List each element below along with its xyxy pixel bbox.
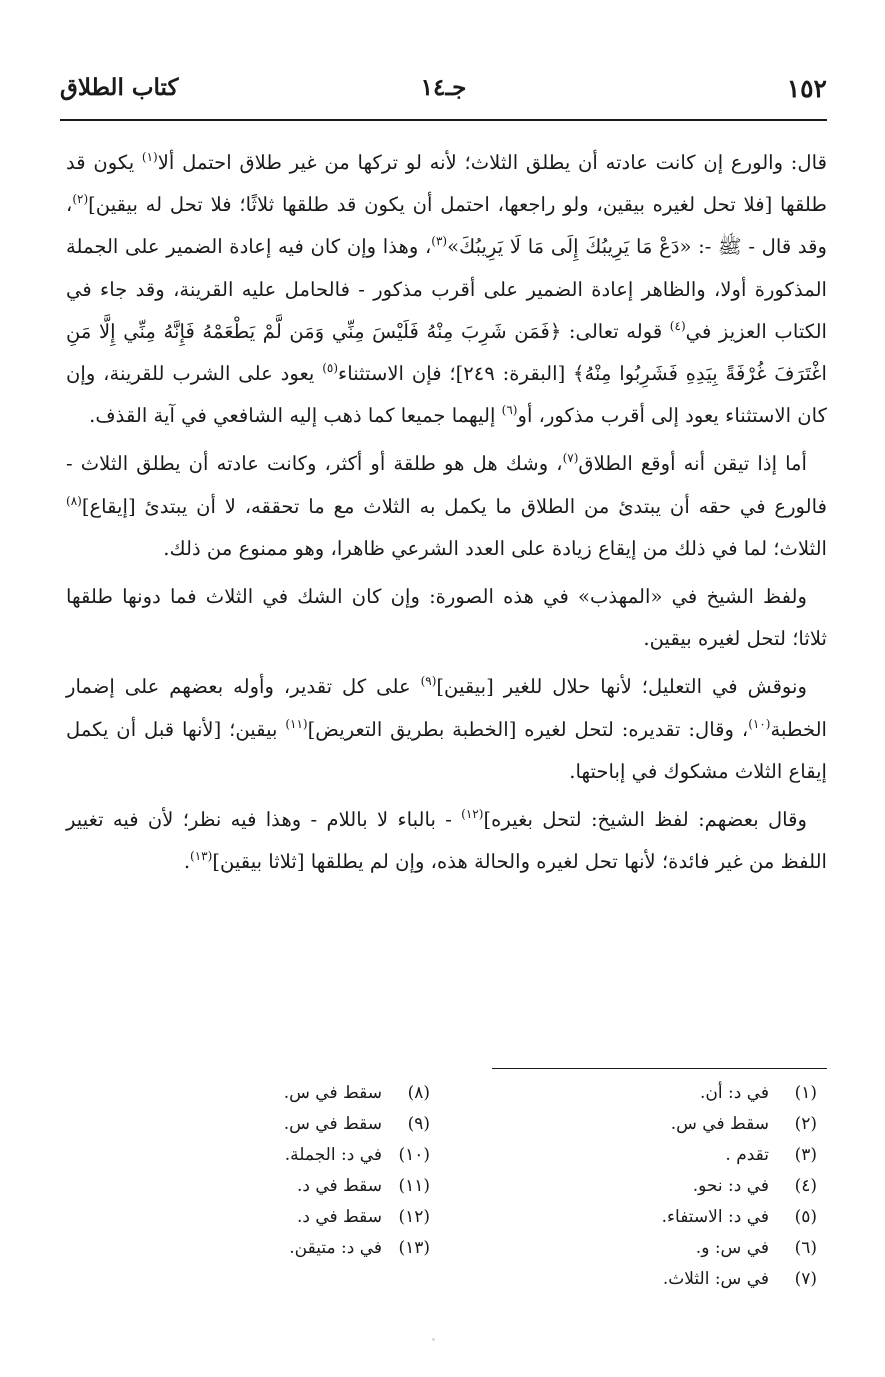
- footnote-ref[interactable]: (٣): [431, 234, 448, 249]
- book-title: كتاب الطلاق: [60, 74, 179, 101]
- footnote-item: [487, 1078, 817, 1109]
- footnote-item: [150, 1233, 430, 1264]
- footnote-text: سقط في د.: [296, 1207, 382, 1227]
- text-run: ، وشك هل هو طلقة أو أكثر، وكانت عادته أن يطلق الثلاث - فالورع في حقه أن يبتدئ من الطلاق ما يكمل به الثلاث مع ما تحققه، لا أن يبتدئ [إيقاع]: [66, 452, 827, 518]
- footnote-ref[interactable]: (٥): [322, 361, 339, 376]
- text-run: يعود على الشرب للقرينة، وإن كان الاستثناء يعود إلى أقرب مذكور، أو: [66, 362, 827, 428]
- footnote-text: في د: أن.: [699, 1083, 769, 1103]
- footnote-item: [487, 1202, 817, 1233]
- footnote-number: (٨): [407, 1083, 430, 1103]
- footnote-text: سقط في س.: [283, 1114, 382, 1134]
- footnote-text: في د: الاستفاء.: [661, 1207, 769, 1227]
- footnote-ref[interactable]: (٤): [669, 318, 686, 333]
- footnote-ref[interactable]: (٢): [72, 192, 89, 207]
- footnote-item: [150, 1171, 430, 1202]
- page-header: [60, 74, 827, 110]
- text-run: وقال بعضهم: لفظ الشيخ: لتحل بغيره]: [483, 808, 807, 832]
- footnote-divider: [492, 1068, 827, 1069]
- main-text: [66, 142, 827, 889]
- text-run: إليهما جميعا كما ذهب إليه الشافعي في آية القذف.: [89, 404, 502, 428]
- footnote-number: (٦): [794, 1238, 817, 1258]
- text-run: قوله تعالى: ﴿فَمَن شَرِبَ مِنْهُ فَلَيْسَ مِنِّي وَمَن لَّمْ يَطْعَمْهُ فَإِنَّهُ مِنِّي إِلَّا مَنِ اغْتَرَفَ غُرْفَةً بِيَدِهِ فَشَرِبُوا مِنْهُ﴾ [البقرة: ٢٤٩]؛ فإن الاستثناء: [66, 319, 827, 386]
- footnote-item: [150, 1202, 430, 1233]
- text-run: بيقين؛ [لأنها قبل أن يكمل إيقاع الثلاث مشكوك في إباحتها.: [66, 717, 827, 783]
- footnote-item: [487, 1171, 817, 1202]
- paragraph: [66, 666, 827, 793]
- footnote-number: (٥): [794, 1207, 817, 1227]
- text-run: قال: والورع إن كانت عادته أن يطلق الثلاث؛ لأنه لو تركها من غير طلاق احتمل ألا: [157, 151, 827, 174]
- footnote-text: في د: متيقن.: [289, 1238, 382, 1258]
- footnote-ref[interactable]: (٩): [420, 674, 437, 689]
- text-run: ونوقش في التعليل؛ لأنها حلال للغير [بيقين]: [436, 675, 807, 699]
- text-run: ، وهذا وإن كان فيه إعادة الضمير على الجملة المذكورة أولا، والظاهر إعادة الضمير على أقرب مذكور - فالحامل عليه القرينة، وقد جاء في الكتاب العزيز في: [66, 235, 827, 343]
- footnote-ref[interactable]: (٧): [562, 451, 579, 466]
- footnote-text: سقط في س.: [283, 1083, 382, 1103]
- scan-speck: [432, 1338, 435, 1341]
- paragraph: [66, 576, 827, 660]
- footnote-ref[interactable]: (١): [141, 150, 158, 164]
- footnote-text: في د: الجملة.: [284, 1145, 382, 1165]
- footnote-number: (٢): [794, 1114, 817, 1134]
- footnote-number: (١١): [398, 1176, 430, 1196]
- footnote-number: (٧): [794, 1269, 817, 1289]
- footnote-item: [487, 1109, 817, 1140]
- footnote-ref[interactable]: (٦): [501, 403, 518, 418]
- text-run: .: [183, 850, 191, 874]
- footnote-ref[interactable]: (١٣): [190, 849, 213, 864]
- footnote-ref[interactable]: (٨): [66, 493, 82, 508]
- paragraph: [66, 142, 827, 437]
- footnote-number: (٤): [794, 1176, 817, 1196]
- footnote-item: [150, 1140, 430, 1171]
- footnote-text: في س: الثلاث.: [662, 1269, 769, 1289]
- text-run: يكون قد طلقها [فلا تحل لغيره بيقين، ولو راجعها، احتمل أن يكون قد طلقها ثلاثًا؛ فلا تحل له بيقين]: [66, 151, 827, 217]
- text-run: الثلاث؛ لما في ذلك من إيقاع زيادة على العدد الشرعي ظاهرا، وهو ممنوع من ذلك.: [163, 536, 827, 560]
- footnotes-right-column: [487, 1078, 817, 1295]
- footnote-number: (١٢): [398, 1207, 430, 1227]
- footnote-text: سقط في س.: [670, 1114, 769, 1134]
- footnote-number: (٩): [407, 1114, 430, 1134]
- text-run: ولفظ الشيخ في «المهذب» في هذه الصورة: وإن كان الشك في الثلاث فما دونها طلقها ثلاثا؛ لتحل لغيره بيقين.: [66, 585, 827, 651]
- footnote-number: (٣): [794, 1145, 817, 1165]
- footnote-text: في د: نحو.: [692, 1176, 769, 1196]
- paragraph: [66, 443, 827, 570]
- page-number: ١٥٢: [786, 74, 827, 103]
- header-divider: [60, 119, 827, 121]
- footnote-number: (١٠): [398, 1145, 430, 1165]
- footnote-ref[interactable]: (١١): [285, 716, 308, 731]
- text-run: أما إذا تيقن أنه أوقع الطلاق: [578, 452, 807, 476]
- footnote-ref[interactable]: (١٠): [748, 716, 771, 731]
- footnote-number: (١): [794, 1083, 817, 1103]
- text-run: ، وقد قال - ﷺ -: «دَعْ مَا يَرِيبُكَ إِلَى مَا لَا يَرِيبُكَ»: [66, 193, 827, 259]
- footnote-text: تقدم .: [725, 1145, 769, 1165]
- footnote-text: في س: و.: [695, 1238, 769, 1258]
- footnote-item: [487, 1264, 817, 1295]
- text-run: على كل تقدير، وأوله بعضهم على إضمار الخطبة: [66, 675, 828, 741]
- text-run: - بالباء لا باللام - وهذا فيه نظر؛ لأن فيه تغيير اللفظ من غير فائدة؛ لأنها تحل لغيره والحالة هذه، وإن لم يطلقها [ثلاثا بيقين]: [66, 808, 827, 874]
- footnote-item: [487, 1140, 817, 1171]
- paragraph: [66, 799, 827, 883]
- volume-label: جـ١٤: [420, 74, 467, 101]
- footnote-number: (١٣): [398, 1238, 430, 1258]
- footnote-ref[interactable]: (١٢): [461, 807, 484, 822]
- text-run: ، وقال: تقديره: لتحل لغيره [الخطبة بطريق التعريض]: [307, 717, 749, 741]
- footnotes-left-column: [150, 1078, 430, 1264]
- footnote-item: [487, 1233, 817, 1264]
- footnote-text: سقط في د.: [296, 1176, 382, 1196]
- footnote-item: [150, 1078, 430, 1109]
- footnote-item: [150, 1109, 430, 1140]
